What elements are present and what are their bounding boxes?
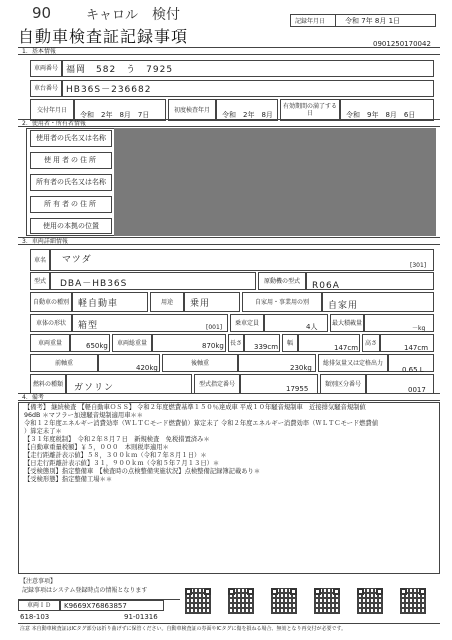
class-no-value: 0017 xyxy=(408,386,426,394)
remark-line: ）算定未了＊ xyxy=(24,428,62,435)
make-value: マツダ xyxy=(62,255,92,265)
issue-date-value: 令和 2年 8月 7日 xyxy=(80,111,150,119)
section-remarks: 4．備考 xyxy=(18,393,440,401)
qr-code-icon xyxy=(400,588,426,614)
kind-label: 自動車の種別 xyxy=(30,292,72,312)
reg-no-value: 福岡 582 う 7925 xyxy=(66,65,174,75)
owner-address-label: 所有者の住所 xyxy=(30,196,112,213)
capacity-field xyxy=(264,314,328,332)
reg-no-label: 車両番号 xyxy=(30,60,62,77)
fuel-label: 燃料の種類 xyxy=(30,374,66,394)
remark-line: 【自動車重量税額】￥５，０００ 本則税率適用＊ xyxy=(24,444,169,451)
engine-value: R06A xyxy=(312,281,340,291)
user-address-label: 使用者の住所 xyxy=(30,152,112,169)
owner-name-label: 所有者の氏名又は名称 xyxy=(30,174,112,191)
capacity-value: 4人 xyxy=(306,323,318,331)
redacted-owner-info xyxy=(114,128,436,236)
issue-date-label: 交付年月日 xyxy=(30,99,74,121)
remark-line: 【受検形態】指定整備工場＊＊ xyxy=(24,476,113,483)
model-value: DBA－HB36S xyxy=(60,279,128,289)
expiry-label: 有効期間の満了する日 xyxy=(280,99,340,121)
qr-code-icon xyxy=(357,588,383,614)
document-number: 0901250170042 xyxy=(373,40,431,48)
fuel-value: ガソリン xyxy=(74,383,115,393)
biz-value: 自家用 xyxy=(328,301,359,311)
qr-code-icon xyxy=(314,588,340,614)
make-label: 車名 xyxy=(30,249,50,271)
shape-label: 車体の形状 xyxy=(30,314,72,332)
base-location-label: 使用の本拠の位置 xyxy=(30,218,112,234)
rear-axle-label: 後軸重 xyxy=(162,354,238,372)
use-value: 乗用 xyxy=(190,299,211,309)
code-left: 618-103 xyxy=(20,613,50,621)
front-axle-value: 420kg xyxy=(136,364,158,372)
chassis-value: HB36S－236682 xyxy=(66,85,152,95)
remarks-box xyxy=(18,402,440,574)
shape-value: 箱型 xyxy=(78,321,99,331)
type-no-value: 17955 xyxy=(286,385,309,393)
gross-weight-label: 車両総重量 xyxy=(112,334,152,352)
biz-label: 自家用・事業用の別 xyxy=(242,292,322,312)
footnote: 注意 本自動車検査証はICタグ部分は折り曲げずに保管ください。自動車検査証の券面やICタグに傷を損ねる場合、無効となり再交付が必要です。 xyxy=(20,626,347,632)
section-owner-info: 2．使用者・所有者情報 xyxy=(18,119,440,127)
remark-line: 令和１２年度エネルギー消費効率（ＷＬＴＣモード燃費値）算定未了 令和２年度エネルギー消費効率（ＷＬＴＣモード燃費値 xyxy=(24,420,379,427)
handwritten-note: 検付 xyxy=(152,7,180,23)
front-axle-label: 前軸重 xyxy=(30,354,98,372)
kind-value: 軽自動車 xyxy=(78,299,119,309)
type-no-label: 型式指定番号 xyxy=(194,374,240,394)
code-right: 91-01316 xyxy=(124,613,158,621)
length-label: 長さ xyxy=(228,334,244,352)
remark-line: 【備考】 継続検査 【軽自動車ＯＳＳ】 令和２年度燃費基準１５０％達成車 平成１０年騒音規制車 近接排気騒音規制値 xyxy=(24,404,366,411)
remark-line: 96dB ＊マフラー加速騒音規制適用車＊＊ xyxy=(24,412,144,419)
vehicle-id-value: K9669X76863857 xyxy=(64,602,127,610)
chassis-label: 車台番号 xyxy=(30,80,62,97)
handwritten-model: キャロル xyxy=(86,8,139,23)
model-label: 型式 xyxy=(30,272,50,290)
handwritten-number: 90 xyxy=(32,4,52,22)
weight-label: 車両重量 xyxy=(30,334,70,352)
gross-weight-value: 870kg xyxy=(202,342,224,350)
section-vehicle-details: 3．車両詳細情報 xyxy=(18,237,440,245)
width-label: 幅 xyxy=(282,334,298,352)
section-basic-info: 1．基本情報 xyxy=(18,47,440,55)
height-value: 147cm xyxy=(404,344,429,352)
make-code: [301] xyxy=(410,262,427,269)
width-value: 147cm xyxy=(334,344,359,352)
info-text: 記録事項はシステム登録時点の情報となります xyxy=(22,587,148,594)
info-title: 【注意事項】 xyxy=(20,578,57,585)
class-no-label: 類別区分番号 xyxy=(320,374,366,394)
qr-code-icon xyxy=(271,588,297,614)
height-label: 高さ xyxy=(362,334,380,352)
displacement-label: 総排気量又は定格出力 xyxy=(318,354,388,372)
record-date-box xyxy=(290,14,436,27)
record-date-value: 令和 7年 8月 1日 xyxy=(345,17,401,25)
capacity-label: 乗車定員 xyxy=(230,314,264,332)
displacement-value: 0.65 L xyxy=(402,366,424,374)
remark-line: 【走行距離計表示値】５８，３００ｋｍ（令和７年８月１日）＊ xyxy=(24,452,207,459)
remark-line: 【３１年度税制】 令和２年８月７日 新規検査 免税措置済み＊ xyxy=(24,436,210,443)
make-field xyxy=(50,249,434,271)
remark-line: 【受検態別】指定整備車 【検査時の点検整備実施状況】点検整備記録簿記載あり＊ xyxy=(24,468,261,475)
max-load-label: 最大積載量 xyxy=(330,314,364,332)
remark-line: 【日走行距離計表示値】３１，９００ｋｍ（令和５年７月１３日）＊ xyxy=(24,460,220,467)
engine-label: 原動機の型式 xyxy=(258,272,306,290)
user-name-label: 使用者の氏名又は名称 xyxy=(30,130,112,147)
vehicle-id-label: 車両ＩＤ xyxy=(18,600,60,611)
first-reg-value: 令和 2年 8月 xyxy=(222,111,273,119)
expiry-value: 令和 9年 8月 6日 xyxy=(346,111,416,119)
weight-value: 650kg xyxy=(86,342,108,350)
qr-code-icon xyxy=(228,588,254,614)
record-date-label: 記録年月日 xyxy=(295,18,326,25)
page-title: 自動車検査証記録事項 xyxy=(18,27,189,46)
rear-axle-value: 230kg xyxy=(290,364,312,372)
max-load-value: －kg xyxy=(412,325,426,332)
qr-code-icon xyxy=(185,588,211,614)
length-value: 339cm xyxy=(254,343,279,351)
use-label: 用途 xyxy=(150,292,184,312)
first-reg-label: 初度検査年月 xyxy=(168,99,216,121)
shape-code: [001] xyxy=(206,324,223,331)
